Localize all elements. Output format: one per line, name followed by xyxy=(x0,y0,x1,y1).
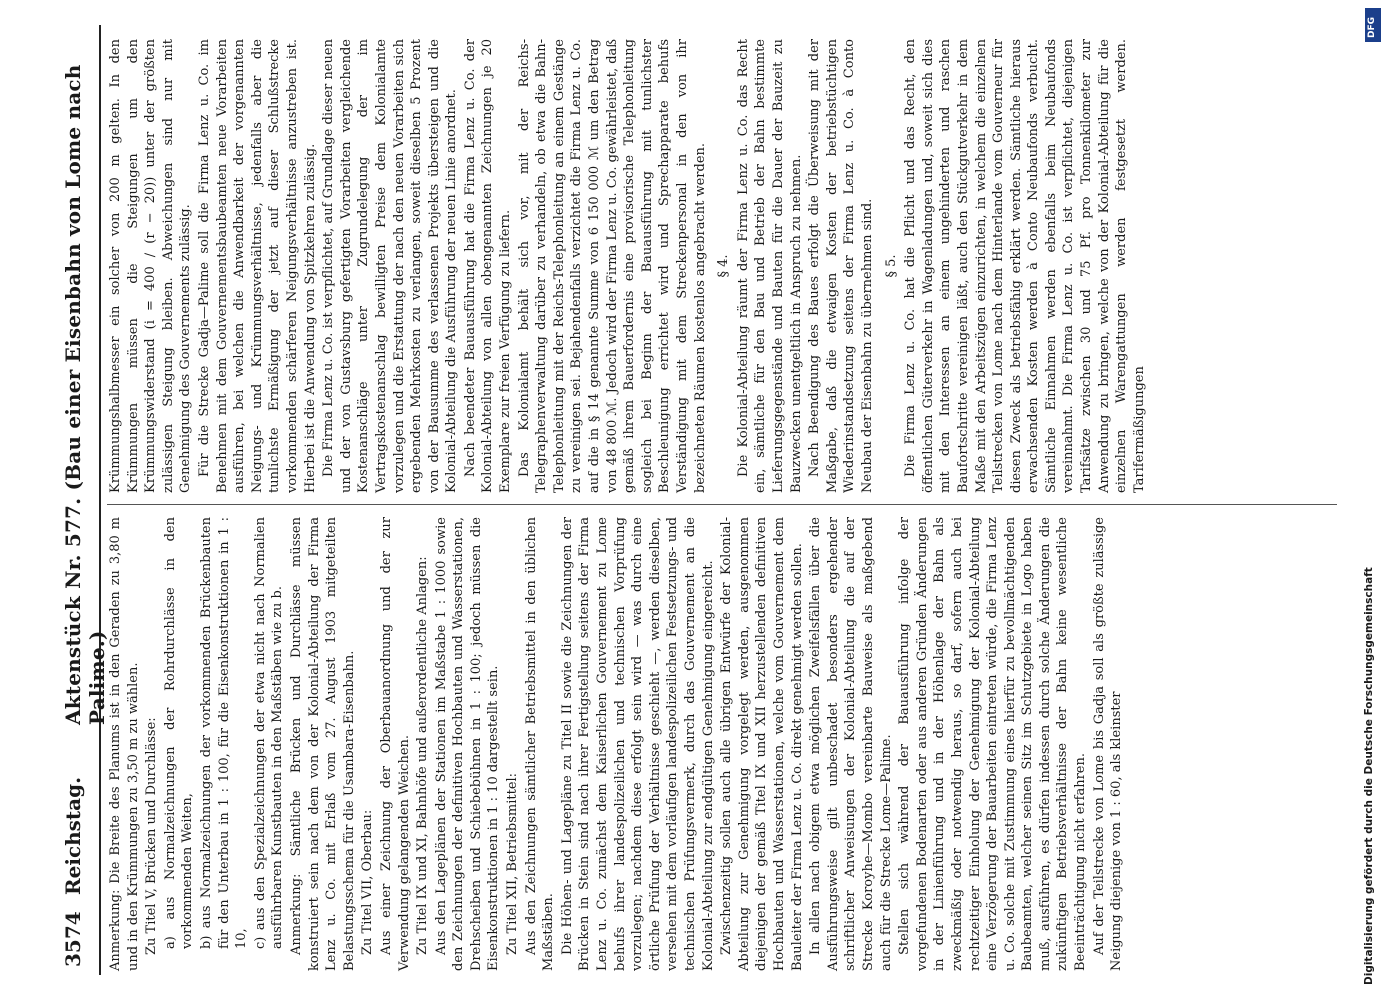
right-column xyxy=(107,39,1347,493)
paragraph: Zu Titel VII, Oberbau: xyxy=(360,809,376,955)
page-header xyxy=(55,25,109,975)
list-item: a) aus Normalzeichnungen der Rohrdurchlässe in den vorkommenden Weiten, xyxy=(162,517,196,949)
paragraph: Aus einer Zeichnung der Oberbauanordnung und der zur Verwendung gelangenden Weichen. xyxy=(378,517,412,971)
left-column xyxy=(107,517,1347,971)
dfg-logo xyxy=(1365,8,1381,42)
list-item: c) aus den Spezialzeichnungen der etwa nicht nach Normalien ausführbaren Kunstbauten in den Maßstäben wie zu b. xyxy=(252,517,286,949)
paragraph: Anmerkung: Sämtliche Brücken und Durchlässe müssen konstruiert sein nach dem von der Kolonial-Abteilung der Firma Lenz u. Co. mit Erlaß vom 27. August 1903 mitgeteilten Belastungsschema für die Usambara-Eisenbahn. xyxy=(288,517,357,971)
paragraph: Die Höhen- und Lagepläne zu Titel II sowie die Zeichnungen der Brücken in Stein sind nach ihrer Fertigstellung seitens der Firma Lenz u. Co. zunächst dem Kaiserlichen Gouvernement zu Lome behufs ihrer landespolizeilichen und technischen Vorprüfung vorzulegen; nachdem diese erfolgt sein wird — was durch eine örtliche Prüfung der Verhältnisse geschieht —, werden dieselben, versehen mit dem vorläufigen landespolizeilichen Festsetzungs- und technischen Prüfungsvermerk, durch das Gouvernement an die Kolonial-Abteilung zur endgültigen Genehmigung eingereicht. xyxy=(559,517,716,971)
digitization-note-text: Digitalisierung gefördert durch die Deutsche Forschungsgemeinschaft xyxy=(1363,567,1375,985)
section-heading: § 4. xyxy=(716,254,732,278)
paragraph: Anmerkung: Die Breite des Planums ist in den Geraden zu 3,80 m und in den Krümmungen zu 3,50 m zu wählen. xyxy=(108,517,141,971)
paragraph: Zu Titel XII, Betriebsmittel: xyxy=(505,772,521,955)
paragraph: In allen nach obigem etwa möglichen Zweifelsfällen über die Ausführungsweise gilt unbeschadet besonders ergehender schriftlicher Anweisungen der Kolonial-Abteilung die auf der Strecke Koroyhe—Mombo vereinbarte Bauweise als maßgebend auch für die Strecke Lome—Palime. xyxy=(808,517,894,971)
column-divider xyxy=(107,504,1337,505)
paragraph: Auf der Teilstrecke von Lome bis Gadja soll als größte zulässige Neigung diejenige von 1 : 60, als kleinster xyxy=(1091,517,1125,971)
header-section: Reichstag. xyxy=(61,776,85,895)
list-item: b) aus Normalzeichnungen der vorkommenden Brückenbauten für den Unterbau in 1 : 100, für die Eisenkonstruktionen in 1 : 10, xyxy=(198,517,250,949)
page-title: Aktenstück Nr. 577. (Bau einer Eisenbahn von Lome nach Palime.) xyxy=(61,64,109,725)
dfg-logo-text: DFG xyxy=(1367,16,1377,38)
paragraph: Krümmungshalbmesser ein solcher von 200 m gelten. In den Krümmungen müssen die Steigungen um den Krümmungswiderstand (i = 400 / (r − 20)) unter der größten zulässigen Steigung bleiben. Abweichungen sind nur mit Genehmigung des Gouvernements zulässig. xyxy=(108,39,194,493)
page-number: 3574 xyxy=(61,911,85,967)
paragraph: Zu Titel IX und XI, Bahnhöfe und außerordentliche Anlagen: xyxy=(415,556,431,955)
document-page xyxy=(55,25,1355,975)
paragraph: Aus den Zeichnungen sämtlicher Betriebsmittel in den üblichen Maßstäben. xyxy=(523,517,557,971)
section-heading: § 5. xyxy=(883,254,899,278)
paragraph: Das Kolonialamt behält sich vor, mit der Reichs-Telegraphenverwaltung darüber zu verhandeln, ob etwa die Bahn-Telephonleitung mit der Reichs-Telephonleitung an einem Gestänge zu vereinigen sei. Bejahendenfalls verzichtet die Firma Lenz u. Co. auf die in § 14 genannte Summe von 6 150 000 ℳ um den Betrag von 48 800 ℳ. Jedoch wird der Firma Lenz u. Co. gewährleistet, daß gemäß ihrem Bauerfordernis eine provisorische Telephonleitung sogleich bei Beginn der Bauausführung mit tunlichster Beschleunigung errichtet wird und Sprechapparate behufs Verständigung mit dem Streckenpersonal in den von ihr bezeichneten Räumen kostenlos angebracht werden. xyxy=(516,39,708,493)
paragraph: Für die Strecke Gadja—Palime soll die Firma Lenz u. Co. im Benehmen mit dem Gouvernementsbaubeamten neue Vorarbeiten ausführen, bei welchen die Anwendbarkeit der vorgenannten Neigungs- und Krümmungsverhältnisse, jedenfalls aber die tunlichste Ermäßigung der jetzt auf dieser Schlußstrecke vorkommenden schärferen Neigungsverhältnisse anzustreben ist. Hierbei ist die Anwendung von Spitzkehren zulässig. xyxy=(196,39,318,493)
paragraph: Die Kolonial-Abteilung räumt der Firma Lenz u. Co. das Recht ein, sämtliche für den Bau und Betrieb der Bahn bestimmte Lieferungsgegenstände und Bauten für die Dauer der Bauzeit zu Bauzwecken unentgeltlich in Anspruch zu nehmen. xyxy=(735,39,804,493)
paragraph: Aus den Lageplänen der Stationen im Maßstabe 1 : 1000 sowie den Zeichnungen der definitiven Hochbauten und Wasserstationen, Drehscheiben und Schiebebühnen in 1 : 100; jedoch müssen die Eisenkonstruktionen in 1 : 10 dargestellt sein. xyxy=(433,517,502,971)
paragraph: Die Firma Lenz u. Co. ist verpflichtet, auf Grundlage dieser neuen und der von Gustavsburg gefertigten Vorarbeiten vergleichende Kostenanschläge unter Zugrundelegung der im Vertragskostenanschlag bewilligten Preise dem Kolonialamte vorzulegen und die Erstattung der nach den neuen Vorarbeiten sich ergebenden Mehrkosten zu verlangen, soweit dieselben 5 Prozent von der Bausumme des verlassenen Projekts übersteigen und die Kolonial-Abteilung die Ausführung der neuen Linie anordnet. xyxy=(321,39,460,493)
paragraph: Zu Titel V, Brücken und Durchlässe: xyxy=(144,717,160,955)
paragraph: Zwischenzeitig sollen auch alle übrigen Entwürfe der Kolonial-Abteilung zur Genehmigung vorgelegt werden, ausgenommen diejenigen der gemäß Titel IX und XII herzustellenden definitiven Hochbauten und Wasserstationen, welche vom Gouvernement dem Bauleiter der Firma Lenz u. Co. direkt genehmigt werden sollen. xyxy=(719,517,805,971)
paragraph: Nach beendeter Bauausführung hat die Firma Lenz u. Co. der Kolonial-Abteilung von allen obengenannten Zeichnungen je 20 Exemplare zur freien Verfügung zu liefern. xyxy=(462,39,514,493)
paragraph: Nach Beendigung des Baues erfolgt die Überweisung mit der Maßgabe, daß die etwaigen Kosten der betriebstüchtigen Wiederinstandsetzung seitens der Firma Lenz u. Co. à Conto Neubau der Eisenbahn zu übernehmen sind. xyxy=(807,39,875,493)
paragraph: Die Firma Lenz u. Co. hat die Pflicht und das Recht, den öffentlichen Güterverkehr in Wagenladungen und, soweit sich dies mit den Interessen an einem ungehinderten und raschen Baufortschritte vereinigen läßt, auch den Stückgutverkehr in dem Maße mit den Arbeitszügen einzurichten, in welchem die einzelnen Teilstrecken von Lome nach dem Hinterlande vom Gouverneur für diesen Zweck als betriebsfähig erklärt werden. Sämtliche hieraus erwachsenden Kosten werden à Conto Neubaufonds verbucht. Sämtliche Einnahmen werden ebenfalls beim Neubaufonds vereinnahmt. Die Firma Lenz u. Co. ist verpflichtet, diejenigen Tarifsätze zwischen 30 und 75 Pf. pro Tonnenkilometer zur Anwendung zu bringen, welche von der Kolonial-Abteilung für die einzelnen Warengattungen werden festgesetzt werden. Tarifermäßigungen xyxy=(903,39,1147,493)
paragraph: Stellen sich während der Bauausführung infolge der vorgefundenen Bodenarten oder aus anderen Gründen Änderungen in der Linienführung und in der Höhenlage der Bahn als zweckmäßig oder notwendig heraus, so darf, sofern auch bei rechtzeitiger Einholung der Genehmigung der Kolonial-Abteilung eine Verzögerung der Bauarbeiten eintreten würde, die Firma Lenz u. Co. solche mit Zustimmung eines hierfür zu bevollmächtigenden Baubeamten, welcher seinen Sitz im Schutzgebiete in Logo haben muß, ausführen, es dürfen indessen durch solche Änderungen die zukünftigen Betriebsverhältnisse der Bahn keine wesentliche Beeinträchtigung nicht erfahren. xyxy=(897,517,1089,971)
